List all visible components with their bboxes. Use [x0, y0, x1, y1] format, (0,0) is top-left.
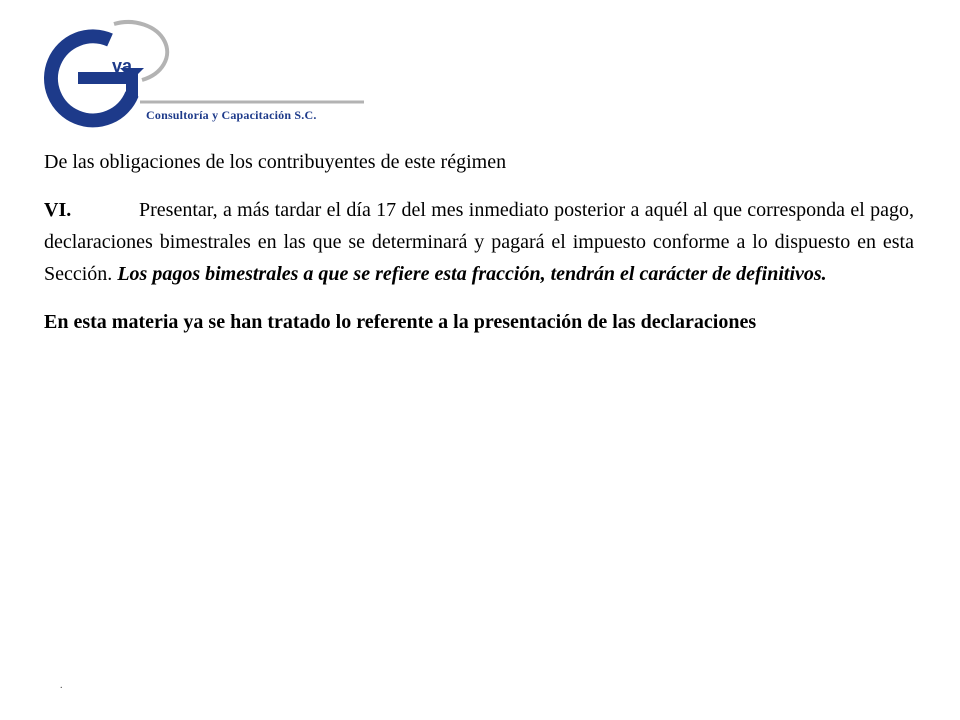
footer-mark: .	[60, 680, 63, 691]
fraction-number: VI.	[44, 199, 72, 221]
logo-caption: Consultoría y Capacitación S.C.	[146, 108, 317, 122]
slide-content	[44, 146, 914, 338]
company-logo	[28, 18, 368, 130]
logo-letters: va	[112, 56, 133, 76]
fraction-paragraph	[44, 194, 914, 290]
fraction-text: Presentar, a más tardar el día 17 del mes inmediato posterior a aquél al que corresponda el pago, declaraciones bimestrales en las que se determinará y pagará el impuesto conforme a lo dispuesto en esta Sección.	[44, 199, 914, 285]
note-paragraph: En esta materia ya se han tratado lo referente a la presentación de las declaraciones	[44, 311, 757, 333]
fraction-emphasis: Los pagos bimestrales a que se refiere esta fracción, tendrán el carácter de definitivos.	[117, 263, 827, 285]
section-heading: De las obligaciones de los contribuyentes de este régimen	[44, 151, 507, 173]
